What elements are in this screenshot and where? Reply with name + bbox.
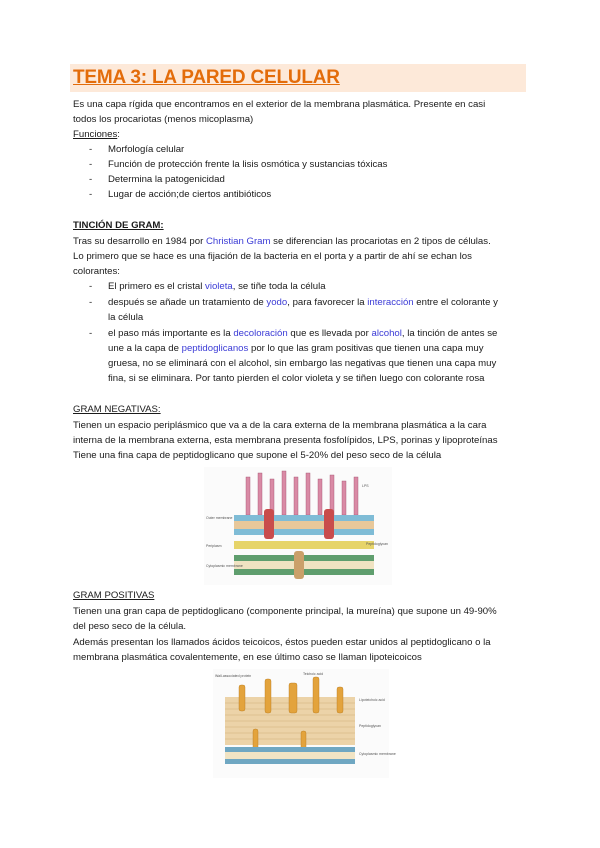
funciones-item: Morfología celular	[108, 144, 185, 155]
svg-text:Peptidoglycan: Peptidoglycan	[366, 542, 388, 546]
intro-line: todos los procariotas (menos micoplasma)	[73, 114, 254, 125]
step-line: después se añade un tratamiento de yodo, para favorecer la interacción entre el colorante y	[108, 297, 498, 308]
bullet-dash: -	[89, 159, 93, 170]
paragraph-line: colorantes:	[73, 266, 120, 277]
paragraph-line: Tiene una fina capa de peptidoglicano que supone el 5-20% del peso seco de la célula	[73, 450, 442, 461]
bullet-dash: -	[89, 189, 93, 200]
plasma-membrane	[225, 747, 355, 764]
paragraph-line: Lo primero que se hace es una fijación de la bacteria en el porta y a partir de ahí se echan los	[73, 251, 472, 262]
funciones-heading: Funciones:	[73, 129, 120, 140]
step-line: gruesa, no se eliminará con el alcohol, sin embargo las negativas que tienen una capa muy	[108, 358, 497, 369]
section-heading-gram-negativas: GRAM NEGATIVAS:	[73, 404, 161, 415]
svg-text:Teichoic acid: Teichoic acid	[303, 672, 324, 676]
highlight-term: Christian Gram	[205, 236, 271, 247]
svg-text:Outer membrane: Outer membrane	[206, 516, 233, 520]
funciones-item: Lugar de acción;de ciertos antibióticos	[108, 189, 272, 200]
bullet-dash: -	[89, 297, 93, 308]
paragraph-line: del peso seco de la célula.	[73, 621, 187, 632]
svg-text:Periplasm: Periplasm	[206, 544, 222, 548]
svg-text:Cytoplasmic membrane: Cytoplasmic membrane	[206, 564, 243, 568]
section-heading-tincion: TINCIÓN DE GRAM:	[73, 220, 164, 231]
svg-text:Wall-associated protein: Wall-associated protein	[215, 674, 252, 678]
gram-negative-wall-illustration	[204, 467, 392, 585]
paragraph-line: membrana plasmática covalentemente, en ese último caso se llaman lipoteicoicos	[73, 652, 422, 663]
page-title: TEMA 3: LA PARED CELULAR	[73, 67, 340, 88]
svg-text:Lipoteichoic acid: Lipoteichoic acid	[359, 698, 385, 702]
svg-text:LPS: LPS	[362, 484, 369, 488]
section-heading-gram-positivas: GRAM POSITIVAS	[73, 590, 155, 601]
bullet-dash: -	[89, 174, 93, 185]
step-line: une a la capa de peptidoglicanos por lo que las gram positivas que tienen una capa muy	[108, 343, 484, 354]
bullet-dash: -	[89, 328, 93, 339]
peptidoglycan-layer	[234, 541, 374, 549]
paragraph-line: Además presentan los llamados ácidos teicoicos, éstos pueden estar unidos al peptidoglicano o la	[73, 637, 491, 648]
step-line: fina, si se eliminara. Por tanto pierden el color violeta y se tiñen luego con colorante rosa	[108, 373, 485, 384]
paragraph-line: Tras su desarrollo en 1984 por Christian Gram se diferencian las procariotas en 2 tipos de células.	[73, 236, 491, 247]
step-line: el paso más importante es la decoloración que es llevada por alcohol, la tinción de antes se	[108, 328, 498, 339]
funciones-item: Determina la patogenicidad	[108, 174, 225, 185]
paragraph-line: Tienen una gran capa de peptidoglicano (componente principal, la mureína) que supone un 49-90%	[73, 606, 497, 617]
bullet-dash: -	[89, 144, 93, 155]
plasma-membrane	[234, 551, 374, 579]
bullet-dash: -	[89, 281, 93, 292]
paragraph-line: Tienen un espacio periplásmico que va a de la cara externa de la membrana plasmática a la cara	[73, 420, 487, 431]
svg-text:Peptidoglycan: Peptidoglycan	[359, 724, 381, 728]
step-line: El primero es el cristal violeta, se tiñe toda la célula	[108, 281, 326, 292]
step-line: la célula	[108, 312, 144, 323]
gram-positive-wall-illustration	[213, 669, 396, 778]
funciones-item: Función de protección frente la lisis osmótica y sustancias tóxicas	[108, 159, 388, 170]
svg-text:Cytoplasmic membrane: Cytoplasmic membrane	[359, 752, 396, 756]
intro-line: Es una capa rígida que encontramos en el exterior de la membrana plasmática. Presente en casi	[73, 99, 486, 110]
paragraph-line: interna de la membrana externa, esta membrana presenta fosfolípidos, LPS, porinas y lipoproteínas	[73, 435, 498, 446]
